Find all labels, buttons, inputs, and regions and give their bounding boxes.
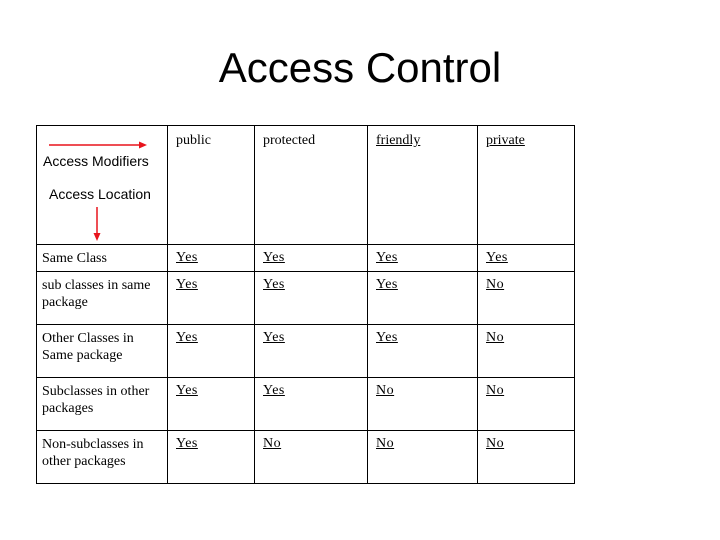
down-arrow-head xyxy=(94,233,101,241)
cell-protected: Yes xyxy=(255,245,368,272)
table-row xyxy=(37,431,575,484)
table-row xyxy=(37,272,575,325)
cell-public: Yes xyxy=(168,272,255,325)
header-row xyxy=(37,126,575,245)
access-modifiers-label: Access Modifiers xyxy=(43,153,149,169)
cell-private: No xyxy=(478,378,575,431)
cell-private: No xyxy=(478,431,575,484)
corner-cell xyxy=(37,126,168,245)
cell-private: No xyxy=(478,325,575,378)
col-header-private: private xyxy=(478,126,575,245)
cell-public: Yes xyxy=(168,431,255,484)
cell-public: Yes xyxy=(168,245,255,272)
access-table xyxy=(36,125,575,484)
cell-private: Yes xyxy=(478,245,575,272)
cell-protected: Yes xyxy=(255,272,368,325)
cell-protected: Yes xyxy=(255,378,368,431)
table-row xyxy=(37,378,575,431)
col-header-public: public xyxy=(168,126,255,245)
col-header-protected: protected xyxy=(255,126,368,245)
cell-friendly: No xyxy=(368,431,478,484)
cell-friendly: Yes xyxy=(368,325,478,378)
table-row xyxy=(37,245,575,272)
row-label: Same Class xyxy=(37,245,168,272)
cell-friendly: Yes xyxy=(368,272,478,325)
cell-friendly: Yes xyxy=(368,245,478,272)
cell-public: Yes xyxy=(168,325,255,378)
table-row xyxy=(37,325,575,378)
row-label: sub classes in same package xyxy=(37,272,168,325)
row-label: Other Classes in Same package xyxy=(37,325,168,378)
cell-protected: Yes xyxy=(255,325,368,378)
right-arrow-head xyxy=(139,142,147,149)
col-header-friendly: friendly xyxy=(368,126,478,245)
cell-private: No xyxy=(478,272,575,325)
row-label: Non-subclasses in other packages xyxy=(37,431,168,484)
page-title: Access Control xyxy=(218,44,502,91)
cell-protected: No xyxy=(255,431,368,484)
cell-friendly: No xyxy=(368,378,478,431)
access-location-label: Access Location xyxy=(49,186,151,202)
row-label: Subclasses in other packages xyxy=(37,378,168,431)
cell-public: Yes xyxy=(168,378,255,431)
